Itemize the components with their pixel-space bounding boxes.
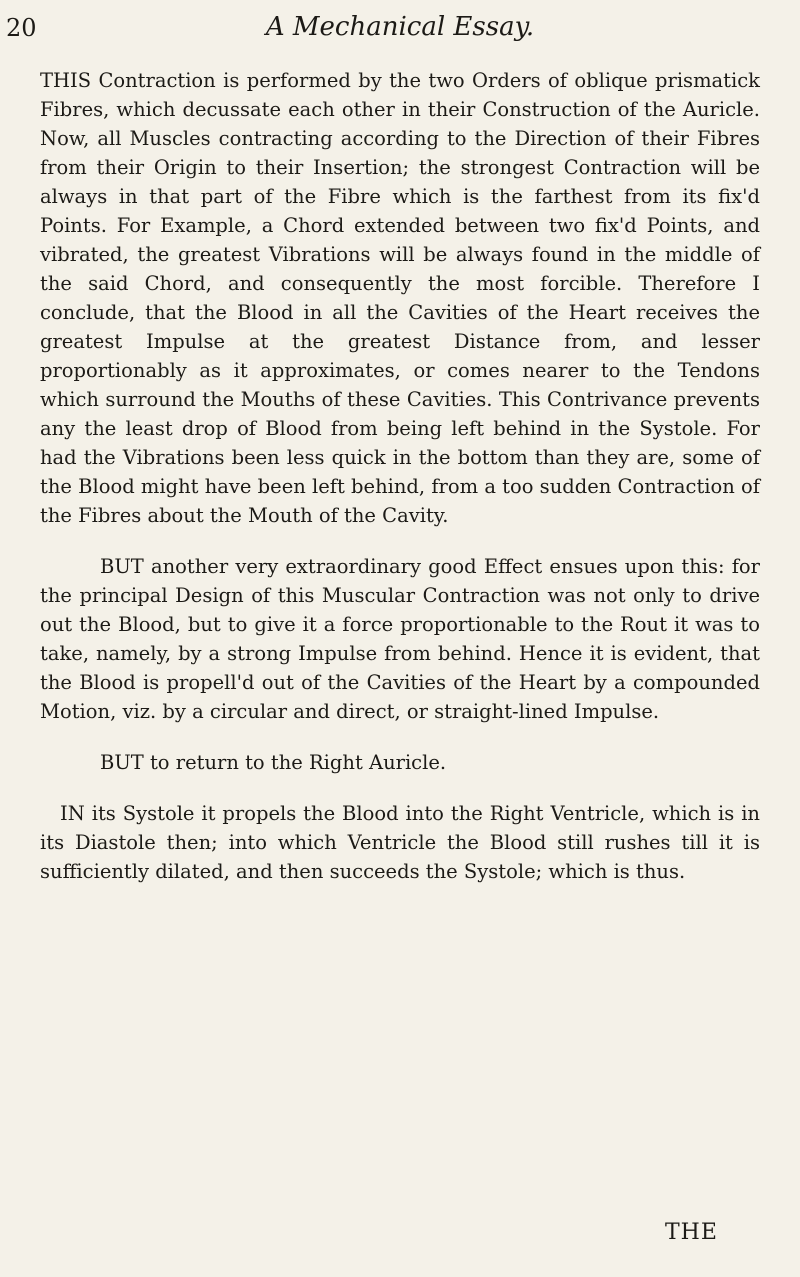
paragraph-2: BUT another very extraordinary good Effect ensues upon this: for the principal Design of this Muscular Contraction was not only to drive out the Blood, but to give it a force proportionable to the Rout it was to take, namely, by a strong Impulse from behind. Hence it is evident, that the Blood is propell'd out of the Cavities of the Heart by a compounded Motion, viz. by a circular and direct, or straight-lined Impulse.: [40, 555, 760, 723]
page-number: 20: [6, 14, 37, 42]
paragraph-3: BUT to return to the Right Auricle.: [100, 751, 447, 774]
page-header: [0, 10, 800, 50]
paragraph-4: IN its Systole it propels the Blood into the Right Ventricle, which is in its Diastole then; into which Ventricle the Blood still rushes till it is sufficiently dilated, and then succeeds the Systole; which is thus.: [40, 802, 760, 883]
paragraph-1: THIS Contraction is performed by the two Orders of oblique prismatick Fibres, which decussate each other in their Construction of the Auricle. Now, all Muscles contracting according to the Direction of their Fibres from their Origin to their Insertion; the strongest Contraction will be always in that part of the Fibre which is the farthest from its fix'd Points. For Example, a Chord extended between two fix'd Points, and vibrated, the greatest Vibrations will be always found in the middle of the said Chord, and consequently the most forcible. Therefore I conclude, that the Blood in all the Cavities of the Heart receives the greatest Impulse at the greatest Distance from, and lesser proportionably as it approximates, or comes nearer to the Tendons which surround the Mouths of these Cavities. This Contrivance prevents any the least drop of Blood from being left behind in the Systole. For had the Vibrations been less quick in the bottom than they are, some of the Blood might have been left behind, from a too sudden Contraction of the Fibres about the Mouth of the Cavity.: [40, 69, 760, 527]
body-text: [40, 66, 760, 886]
catchword: THE: [665, 1220, 718, 1245]
running-title: A Mechanical Essay.: [265, 12, 535, 42]
